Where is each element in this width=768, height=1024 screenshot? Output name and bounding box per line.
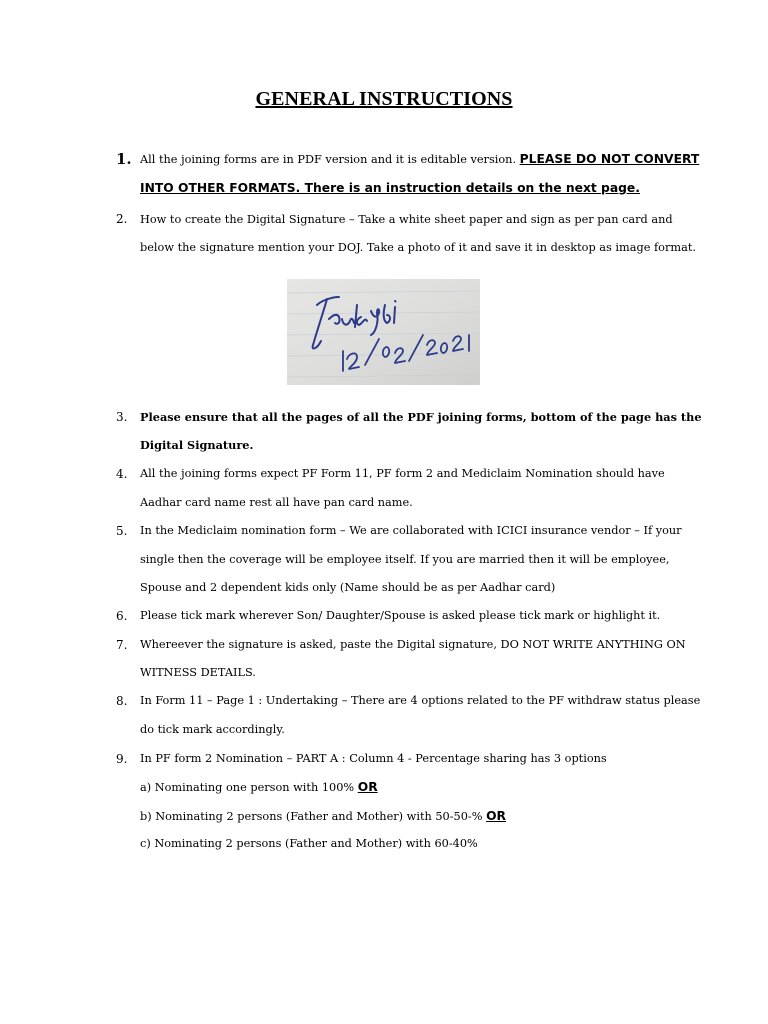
item-number-4: 4. bbox=[116, 467, 128, 481]
item-9-option-c: c) Nominating 2 persons (Father and Mother) with 60-40% bbox=[140, 837, 478, 850]
item-9-line-1: In PF form 2 Nomination – PART A : Column 4 - Percentage sharing has 3 options bbox=[140, 752, 607, 765]
item-number-6: 6. bbox=[116, 609, 128, 623]
digital-signature-sample-image bbox=[287, 279, 480, 385]
item-9-option-a bbox=[140, 780, 378, 794]
item-1-warning: PLEASE DO NOT CONVERT bbox=[519, 152, 700, 166]
item-number-2: 2. bbox=[116, 212, 128, 226]
item-7-line-1: Whereever the signature is asked, paste the Digital signature, DO NOT WRITE ANYTHING ON bbox=[140, 638, 686, 651]
item-2-line-2: below the signature mention your DOJ. Take a photo of it and save it in desktop as image format. bbox=[140, 241, 696, 254]
item-6-line-1: Please tick mark wherever Son/ Daughter/Spouse is asked please tick mark or highlight it. bbox=[140, 609, 661, 622]
item-5-line-3: Spouse and 2 dependent kids only (Name should be as per Aadhar card) bbox=[140, 581, 556, 594]
item-7-line-2: WITNESS DETAILS. bbox=[140, 666, 256, 679]
item-4-line-1: All the joining forms expect PF Form 11, PF form 2 and Mediclaim Nomination should have bbox=[140, 467, 665, 480]
item-number-5: 5. bbox=[116, 524, 128, 538]
item-number-9: 9. bbox=[116, 752, 128, 766]
item-3-line-2: Digital Signature. bbox=[140, 438, 254, 452]
item-number-7: 7. bbox=[116, 638, 128, 652]
item-5-line-1: In the Mediclaim nomination form – We are collaborated with ICICI insurance vendor – If your bbox=[140, 524, 682, 537]
option-a-text: a) Nominating one person with 100% bbox=[140, 781, 358, 794]
option-b-text: b) Nominating 2 persons (Father and Mother) with 50-50-% bbox=[140, 810, 487, 823]
item-9-option-b bbox=[140, 809, 506, 823]
item-number-8: 8. bbox=[116, 694, 128, 708]
item-8-line-1: In Form 11 – Page 1 : Undertaking – There are 4 options related to the PF withdraw status please bbox=[140, 694, 701, 707]
item-8-line-2: do tick mark accordingly. bbox=[140, 723, 285, 736]
item-2-line-1: How to create the Digital Signature – Take a white sheet paper and sign as per pan card and bbox=[140, 213, 673, 226]
item-number-3: 3. bbox=[116, 410, 128, 424]
item-1-text: All the joining forms are in PDF version and it is editable version. bbox=[140, 153, 520, 166]
item-number-1: 1. bbox=[116, 150, 132, 168]
item-1-line-2: INTO OTHER FORMATS. There is an instruction details on the next page. bbox=[140, 181, 640, 195]
page-title: GENERAL INSTRUCTIONS bbox=[255, 88, 513, 110]
item-5-line-2: single then the coverage will be employee itself. If you are married then it will be employee, bbox=[140, 553, 670, 566]
option-a-or: OR bbox=[357, 780, 378, 794]
option-b-or: OR bbox=[486, 809, 507, 823]
item-3-line-1: Please ensure that all the pages of all the PDF joining forms, bottom of the page has the bbox=[140, 410, 702, 424]
item-1-line-1 bbox=[140, 152, 699, 166]
item-4-line-2: Aadhar card name rest all have pan card name. bbox=[140, 496, 413, 509]
